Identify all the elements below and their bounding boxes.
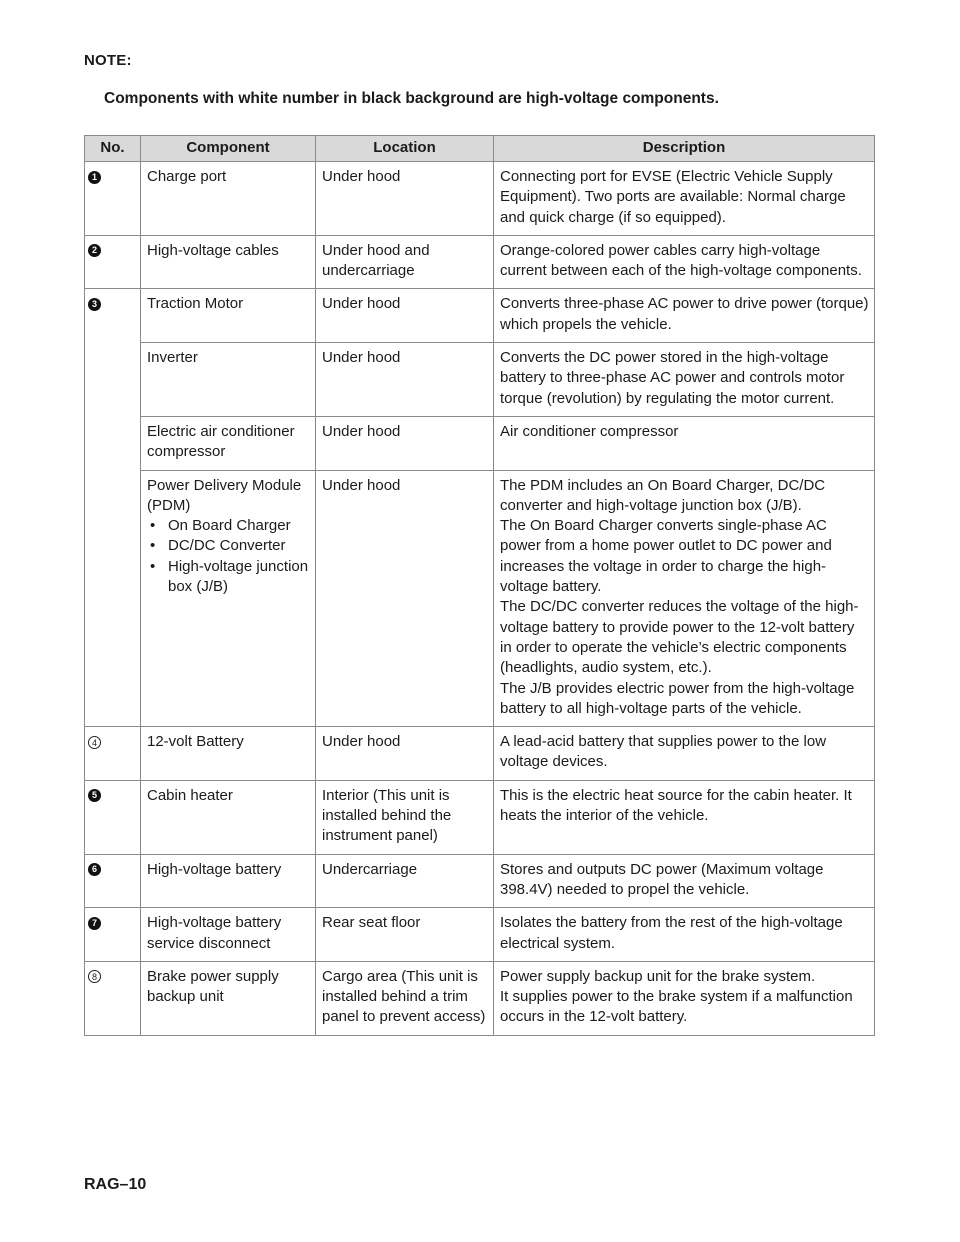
description-paragraph: It supplies power to the brake system if a malfunction occurs in the 12-volt battery. [500, 988, 853, 1026]
component-cell: 12-volt Battery [141, 727, 316, 781]
component-cell: Cabin heater [141, 780, 316, 854]
description-cell [494, 470, 875, 727]
row-number [85, 289, 141, 727]
number-badge-outline: 4 [88, 736, 101, 749]
component-cell [141, 470, 316, 727]
component-cell: High-voltage cables [141, 235, 316, 289]
row-number [85, 961, 141, 1035]
bullet-item [147, 536, 310, 556]
component-cell: Inverter [141, 343, 316, 417]
table-row [85, 416, 875, 470]
table-row [85, 289, 875, 343]
description-cell: Isolates the battery from the rest of the high-voltage electrical system. [494, 908, 875, 962]
header-component: Component [141, 136, 316, 162]
row-number [85, 854, 141, 908]
location-cell: Under hood [316, 727, 494, 781]
table-row [85, 470, 875, 727]
description-cell: Orange-colored power cables carry high-voltage current between each of the high-voltage components. [494, 235, 875, 289]
location-cell: Undercarriage [316, 854, 494, 908]
table-row [85, 854, 875, 908]
description-cell: Air conditioner compressor [494, 416, 875, 470]
description-paragraph: Power supply backup unit for the brake system. [500, 967, 816, 985]
location-cell: Cargo area (This unit is installed behind a trim panel to prevent access) [316, 961, 494, 1035]
header-location: Location [316, 136, 494, 162]
note-text: Components with white number in black background are high-voltage components. [104, 90, 719, 107]
components-table [84, 135, 875, 1036]
table-row [85, 162, 875, 236]
table-row [85, 727, 875, 781]
row-number [85, 727, 141, 781]
description-cell: Converts three-phase AC power to drive power (torque) which propels the vehicle. [494, 289, 875, 343]
location-cell: Interior (This unit is installed behind the instrument panel) [316, 780, 494, 854]
location-cell: Under hood [316, 470, 494, 727]
location-cell: Under hood [316, 343, 494, 417]
bullet-text: High-voltage junction box (J/B) [168, 557, 309, 596]
table-row [85, 235, 875, 289]
bullet-icon: • [150, 517, 156, 535]
component-cell: High-voltage battery [141, 854, 316, 908]
page-number: RAG–10 [84, 1176, 147, 1193]
description-cell: Stores and outputs DC power (Maximum voltage 398.4V) needed to propel the vehicle. [494, 854, 875, 908]
bullet-text: DC/DC Converter [168, 537, 286, 555]
row-number [85, 162, 141, 236]
header-no: No. [85, 136, 141, 162]
component-name: Power Delivery Module (PDM) [147, 476, 302, 514]
location-cell: Rear seat floor [316, 908, 494, 962]
number-badge-outline: 8 [88, 970, 101, 983]
table-row [85, 908, 875, 962]
row-number [85, 908, 141, 962]
bullet-text: On Board Charger [168, 517, 291, 535]
number-badge-filled: 2 [88, 244, 101, 257]
table-row [85, 343, 875, 417]
description-cell: This is the electric heat source for the cabin heater. It heats the interior of the vehicle. [494, 780, 875, 854]
note-title: NOTE: [84, 52, 132, 69]
component-cell: Traction Motor [141, 289, 316, 343]
number-badge-filled: 7 [88, 917, 101, 930]
location-cell: Under hood and undercarriage [316, 235, 494, 289]
number-badge-filled: 1 [88, 171, 101, 184]
description-paragraph: The PDM includes an On Board Charger, DC/DC converter and high-voltage junction box (J/B). [500, 476, 826, 514]
bullet-icon: • [150, 537, 156, 555]
row-number [85, 235, 141, 289]
number-badge-filled: 5 [88, 789, 101, 802]
location-cell: Under hood [316, 416, 494, 470]
description-paragraph: The J/B provides electric power from the high-voltage battery to all high-voltage parts of the vehicle. [500, 679, 855, 717]
bullet-item [147, 516, 310, 536]
component-cell: High-voltage battery service disconnect [141, 908, 316, 962]
number-badge-filled: 3 [88, 298, 101, 311]
header-description: Description [494, 136, 875, 162]
description-paragraph: The On Board Charger converts single-phase AC power from a home power outlet to DC power and increases the voltage in order to charge the high-voltage battery. [500, 517, 832, 596]
table-header-row [85, 136, 875, 162]
component-cell: Charge port [141, 162, 316, 236]
location-cell: Under hood [316, 162, 494, 236]
component-cell: Electric air conditioner compressor [141, 416, 316, 470]
description-paragraph: The DC/DC converter reduces the voltage of the high-voltage battery to provide power to the 12-volt battery in order to operate the vehicle’s electric components (headlights, audio system, etc.). [500, 598, 859, 677]
description-cell: Connecting port for EVSE (Electric Vehicle Supply Equipment). Two ports are available: Normal charge and quick charge (if so equipped). [494, 162, 875, 236]
table-row [85, 961, 875, 1035]
description-cell [494, 961, 875, 1035]
bullet-item [147, 557, 310, 598]
component-cell: Brake power supply backup unit [141, 961, 316, 1035]
description-cell: Converts the DC power stored in the high-voltage battery to three-phase AC power and controls motor torque (revolution) by regulating the motor current. [494, 343, 875, 417]
table-row [85, 780, 875, 854]
location-cell: Under hood [316, 289, 494, 343]
number-badge-filled: 6 [88, 863, 101, 876]
row-number [85, 780, 141, 854]
bullet-icon: • [150, 557, 156, 575]
description-cell: A lead-acid battery that supplies power to the low voltage devices. [494, 727, 875, 781]
